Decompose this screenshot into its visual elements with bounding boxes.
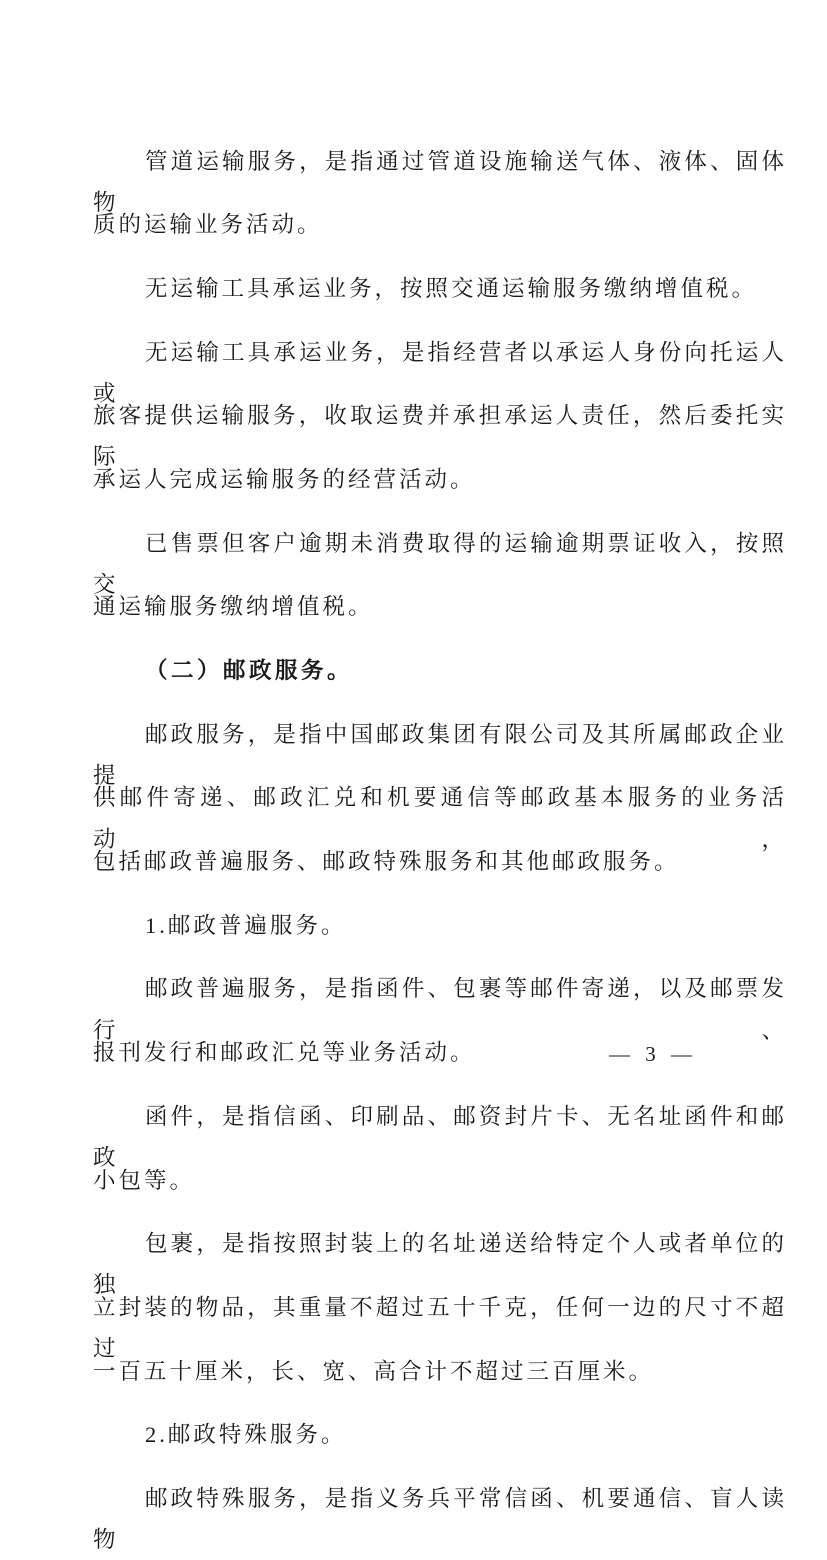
numbered-heading: 2.邮政特殊服务。 [145,1422,347,1448]
text-line: 立封装的物品，其重量不超过五十千克，任何一边的尺寸不超过 [93,1294,787,1362]
section-heading: （二）邮政服务。 [145,658,354,683]
text-line: 质的运输业务活动。 [93,212,323,238]
numbered-heading: 1.邮政普遍服务。 [145,912,347,938]
text-line: 旅客提供运输服务，收取运费并承担承运人责任，然后委托实际 [93,403,787,470]
text-line: 邮政普遍服务，是指函件、包裹等邮件寄递，以及邮票发行、 [93,976,787,1043]
text-line: 管道运输服务，是指通过管道设施输送气体、液体、固体物 [93,148,787,215]
text-line: 供邮件寄递、邮政汇兑和机要通信等邮政基本服务的业务活动， [93,785,787,852]
text-line: 已售票但客户逾期未消费取得的运输逾期票证收入，按照交 [93,530,787,597]
text-line: 函件，是指信函、印刷品、邮资封片卡、无名址函件和邮政 [93,1103,787,1171]
document-body [93,118,787,1553]
text-line: 小包等。 [93,1167,196,1193]
text-line: 邮政特殊服务，是指义务兵平常信函、机要通信、盲人读物 [93,1485,787,1553]
page-number: — 3 — [609,1042,697,1066]
text-line: 包括邮政普遍服务、邮政特殊服务和其他邮政服务。 [93,849,680,875]
text-line: 无运输工具承运业务，按照交通运输服务缴纳增值税。 [145,275,758,301]
text-line: 承运人完成运输服务的经营活动。 [93,466,476,492]
text-line: 包裹，是指按照封装上的名址递送给特定个人或者单位的独 [93,1231,787,1298]
text-line: 一百五十厘米，长、宽、高合计不超过三百厘米。 [93,1358,655,1384]
text-line: 无运输工具承运业务，是指经营者以承运人身份向托运人或 [93,339,787,406]
text-line: 报刊发行和邮政汇兑等业务活动。 [93,1040,476,1066]
text-line: 邮政服务，是指中国邮政集团有限公司及其所属邮政企业提 [93,721,787,788]
text-line: 通运输服务缴纳增值税。 [93,594,374,620]
